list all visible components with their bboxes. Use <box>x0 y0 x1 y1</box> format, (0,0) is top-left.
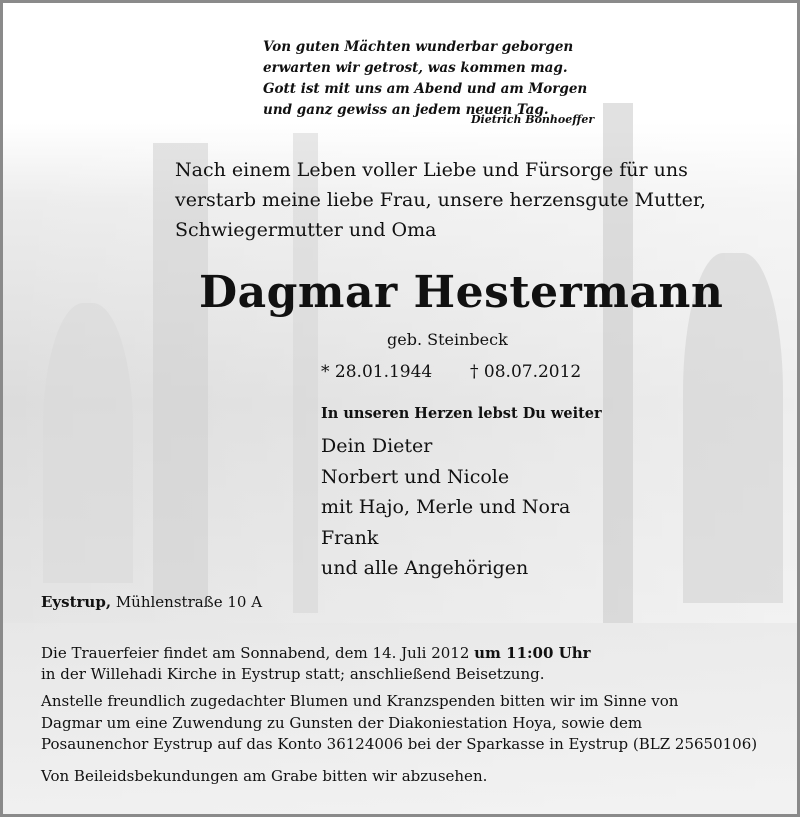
background-tree <box>43 303 133 583</box>
quote-line: und ganz gewiss an jedem neuen Tag. <box>263 102 549 118</box>
intro-line: Schwiegermutter und Oma <box>175 219 437 241</box>
death-date: † 08.07.2012 <box>470 362 582 382</box>
quote-line: erwarten wir getrost, was kommen mag. <box>263 60 568 76</box>
intro-text <box>175 155 706 245</box>
address-town: Eystrup, <box>41 593 112 611</box>
donation-line: Dagmar um eine Zuwendung zu Gunsten der Diakoniestation Hoya, sowie dem <box>41 713 643 732</box>
mourners-list <box>321 431 570 584</box>
mourner-name: Norbert und Nicole <box>321 465 510 488</box>
quote-line: Von guten Mächten wunderbar geborgen <box>263 39 574 55</box>
address <box>41 593 262 611</box>
intro-line: Nach einem Leben voller Liebe und Fürsorge für uns <box>175 159 688 181</box>
donation-line: Anstelle freundlich zugedachter Blumen und Kranzspenden bitten wir im Sinne von <box>41 692 679 710</box>
quote-line: Gott ist mit uns am Abend und am Morgen <box>263 81 588 97</box>
mourner-name: Frank <box>321 526 379 549</box>
donation-line: Posaunenchor Eystrup auf das Konto 36124006 bei der Sparkasse in Eystrup (BLZ 25650106) <box>41 735 758 753</box>
mourner-name: und alle Angehörigen <box>321 557 529 579</box>
quote-author: Dietrich Bonhoeffer <box>471 113 595 126</box>
mourner-name: mit Hajo, Merle und Nora <box>321 496 571 518</box>
mourner-name: Dein Dieter <box>321 435 433 457</box>
donation-request <box>41 691 757 756</box>
service-location: in der Willehadi Kirche in Eystrup statt; anschließend Beisetzung. <box>41 665 545 683</box>
funeral-service-info <box>41 643 591 685</box>
bonhoeffer-quote <box>263 37 587 121</box>
birth-date: * 28.01.1944 <box>321 362 433 382</box>
deceased-name: Dagmar Hestermann <box>199 267 724 318</box>
service-time: um 11:00 Uhr <box>474 644 591 662</box>
mourners-motto: In unseren Herzen lebst Du weiter <box>321 405 602 422</box>
maiden-name: geb. Steinbeck <box>387 330 508 349</box>
intro-line: verstarb meine liebe Frau, unsere herzensgute Mutter, <box>175 189 706 211</box>
condolence-note: Von Beileidsbekundungen am Grabe bitten wir abzusehen. <box>41 767 488 785</box>
service-date: Die Trauerfeier findet am Sonnabend, dem 14. Juli 2012 <box>41 644 475 662</box>
address-street: Mühlenstraße 10 A <box>115 593 263 611</box>
